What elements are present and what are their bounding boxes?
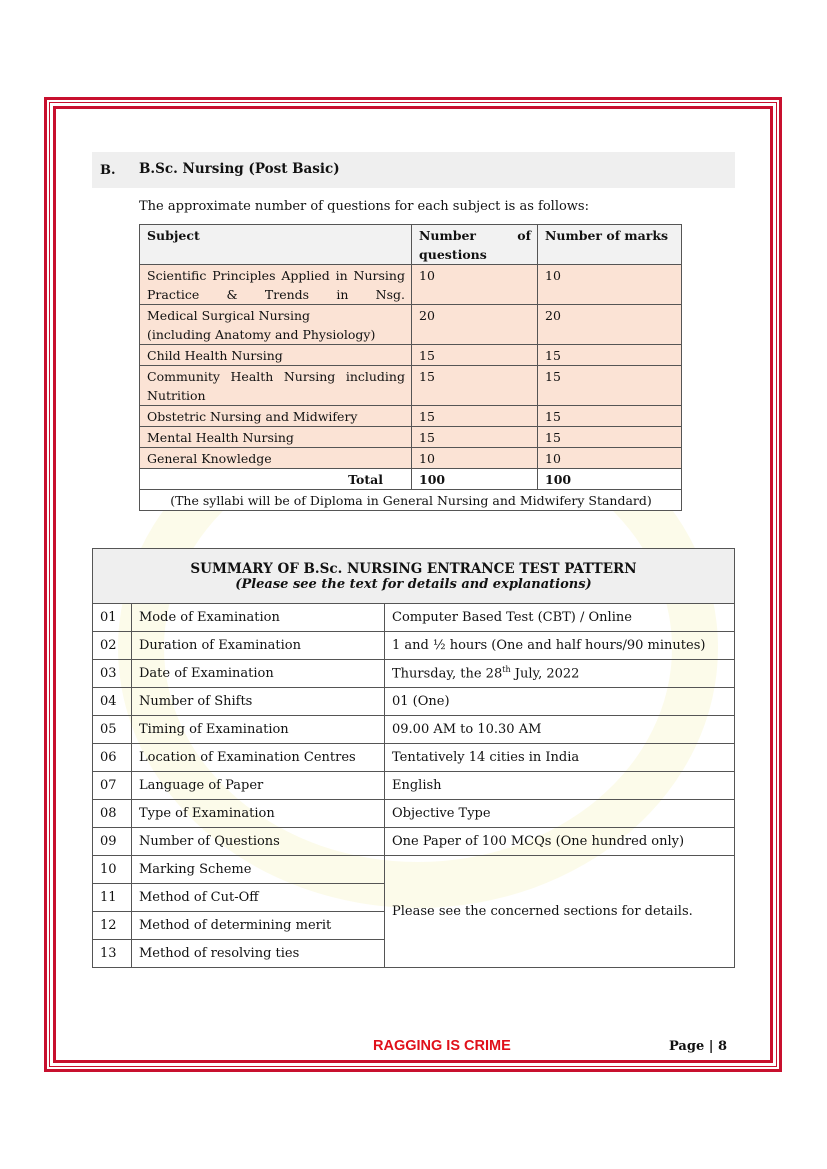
- row-value: One Paper of 100 MCQs (One hundred only): [385, 828, 735, 856]
- date-month: July, 2022: [510, 666, 580, 682]
- row-number: 06: [93, 744, 132, 772]
- header-marks: Number of marks: [538, 225, 682, 265]
- date-suffix: th: [502, 665, 511, 675]
- subject-cell: Community Health Nursing including Nutrition: [140, 366, 412, 406]
- row-number: 12: [93, 912, 132, 940]
- row-item: Mode of Examination: [132, 604, 385, 632]
- table-row: [93, 772, 735, 800]
- table-row: [93, 856, 735, 884]
- marks-cell: 15: [538, 406, 682, 427]
- questions-cell: 15: [412, 366, 538, 406]
- row-value: English: [385, 772, 735, 800]
- row-item: Type of Examination: [132, 800, 385, 828]
- row-item: Number of Questions: [132, 828, 385, 856]
- questions-cell: 20: [412, 305, 538, 345]
- questions-cell: 10: [412, 265, 538, 305]
- row-number: 01: [93, 604, 132, 632]
- row-number: 09: [93, 828, 132, 856]
- questions-table: [139, 224, 682, 511]
- table-row: [93, 604, 735, 632]
- marks-cell: 15: [538, 427, 682, 448]
- table-row: [140, 366, 682, 406]
- row-number: 04: [93, 688, 132, 716]
- table-row: [140, 305, 682, 345]
- table-row: [140, 406, 682, 427]
- table-row: [93, 632, 735, 660]
- total-label: Total: [140, 469, 412, 490]
- table-row: [93, 800, 735, 828]
- table-header-row: [140, 225, 682, 265]
- header-questions: Number of questions: [412, 225, 538, 265]
- questions-cell: 10: [412, 448, 538, 469]
- table-row: [140, 427, 682, 448]
- marks-cell: 15: [538, 366, 682, 406]
- row-item: Date of Examination: [132, 660, 385, 688]
- table-row: [140, 345, 682, 366]
- row-item: Method of Cut-Off: [132, 884, 385, 912]
- questions-cell: 15: [412, 427, 538, 448]
- page-number: Page | 8: [669, 1039, 728, 1054]
- row-item: Location of Examination Centres: [132, 744, 385, 772]
- row-item: Duration of Examination: [132, 632, 385, 660]
- note-row: [140, 490, 682, 511]
- row-item: Language of Paper: [132, 772, 385, 800]
- subject-cell: Obstetric Nursing and Midwifery: [140, 406, 412, 427]
- summary-table: [92, 548, 735, 968]
- row-value: 1 and ½ hours (One and half hours/90 minutes): [385, 632, 735, 660]
- marks-cell: 10: [538, 265, 682, 305]
- row-number: 07: [93, 772, 132, 800]
- table-row: [93, 660, 735, 688]
- marks-cell: 20: [538, 305, 682, 345]
- row-value: Objective Type: [385, 800, 735, 828]
- row-item: Marking Scheme: [132, 856, 385, 884]
- row-item: Method of resolving ties: [132, 940, 385, 968]
- subject-cell: Child Health Nursing: [140, 345, 412, 366]
- section-title: B.Sc. Nursing (Post Basic): [139, 161, 340, 177]
- row-number: 03: [93, 660, 132, 688]
- row-number: 10: [93, 856, 132, 884]
- row-number: 05: [93, 716, 132, 744]
- summary-subtitle: (Please see the text for details and explanations): [235, 576, 592, 592]
- subject-cell: Mental Health Nursing: [140, 427, 412, 448]
- marks-cell: 10: [538, 448, 682, 469]
- subject-cell: Scientific Principles Applied in Nursing Practice & Trends in Nsg.: [140, 265, 412, 305]
- row-item: Timing of Examination: [132, 716, 385, 744]
- section-letter: B.: [100, 163, 116, 178]
- subject-cell: [140, 305, 412, 345]
- total-questions: 100: [412, 469, 538, 490]
- header-subject: Subject: [140, 225, 412, 265]
- table-row: [93, 744, 735, 772]
- table-row: [93, 688, 735, 716]
- footer-ragging-notice: RAGGING IS CRIME: [373, 1038, 511, 1054]
- subject-line: (including Anatomy and Physiology): [147, 327, 376, 342]
- summary-title-cell: [93, 549, 735, 604]
- row-item: Number of Shifts: [132, 688, 385, 716]
- subject-line: Medical Surgical Nursing: [147, 308, 311, 323]
- table-row: [140, 265, 682, 305]
- table-row: [93, 716, 735, 744]
- subject-cell: General Knowledge: [140, 448, 412, 469]
- questions-cell: 15: [412, 406, 538, 427]
- row-number: 13: [93, 940, 132, 968]
- row-number: 08: [93, 800, 132, 828]
- row-number: 11: [93, 884, 132, 912]
- summary-title: SUMMARY OF B.Sc. NURSING ENTRANCE TEST PATTERN: [190, 560, 637, 577]
- table-row: [93, 828, 735, 856]
- table-row: [140, 448, 682, 469]
- summary-title-row: [93, 549, 735, 604]
- total-row: [140, 469, 682, 490]
- questions-cell: 15: [412, 345, 538, 366]
- row-value: Tentatively 14 cities in India: [385, 744, 735, 772]
- row-value: [385, 660, 735, 688]
- syllabus-note: (The syllabi will be of Diploma in General Nursing and Midwifery Standard): [140, 490, 682, 511]
- row-value: Computer Based Test (CBT) / Online: [385, 604, 735, 632]
- row-number: 02: [93, 632, 132, 660]
- total-marks: 100: [538, 469, 682, 490]
- row-value: 01 (One): [385, 688, 735, 716]
- merged-value-cell: Please see the concerned sections for details.: [385, 856, 735, 968]
- marks-cell: 15: [538, 345, 682, 366]
- date-text: Thursday, the 28: [392, 666, 503, 682]
- row-value: 09.00 AM to 10.30 AM: [385, 716, 735, 744]
- row-item: Method of determining merit: [132, 912, 385, 940]
- section-intro: The approximate number of questions for each subject is as follows:: [139, 199, 589, 214]
